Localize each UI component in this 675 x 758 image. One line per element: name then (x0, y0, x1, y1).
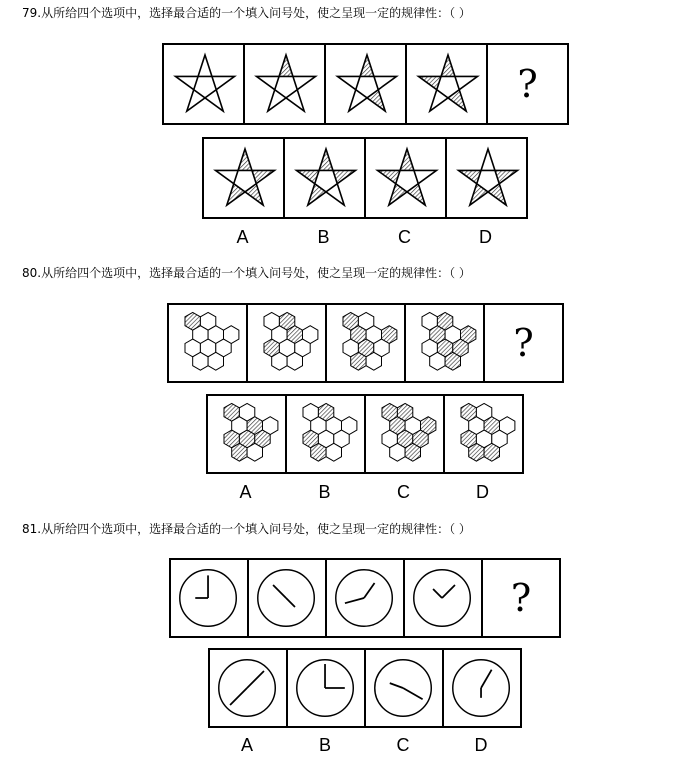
star-figure (327, 45, 405, 123)
option-b-figure[interactable] (285, 394, 366, 474)
hex-figure (169, 304, 246, 382)
option-b-figure[interactable] (283, 137, 366, 219)
clock-figure (405, 559, 481, 637)
question-mark: ? (517, 62, 538, 106)
hexagon (430, 352, 445, 370)
option-d-label[interactable]: D (479, 227, 492, 247)
question-81-option-labels (208, 735, 520, 756)
option-b-figure[interactable] (286, 648, 366, 728)
hex-figure (406, 304, 483, 382)
question-80-option-labels (206, 482, 522, 503)
option-d-figure[interactable] (445, 137, 528, 219)
option-a-figure[interactable] (202, 137, 285, 219)
question-80-sequence (167, 303, 564, 383)
sequence-cell-3 (324, 43, 407, 125)
question-79-sequence (162, 43, 569, 125)
question-mark-cell (481, 558, 561, 638)
star-figure (165, 45, 243, 123)
option-d-label[interactable]: D (474, 735, 488, 755)
hexagon (272, 352, 287, 370)
hexagon-shaded (351, 352, 366, 370)
option-d-figure[interactable] (443, 394, 524, 474)
star-figure (246, 45, 324, 123)
hex-figure (327, 304, 404, 382)
hexagon-shaded (484, 443, 499, 461)
hexagon (390, 443, 405, 461)
hexagon (366, 352, 381, 370)
question-79-option-labels (202, 227, 526, 248)
option-a-label[interactable]: A (240, 735, 253, 755)
star-point (481, 149, 495, 170)
star-figure (205, 139, 283, 217)
hex-figure (445, 395, 522, 473)
sequence-cell-2 (246, 303, 327, 383)
hex-figure (366, 395, 443, 473)
option-a-figure[interactable] (206, 394, 287, 474)
hexagon-shaded (469, 443, 484, 461)
option-c-label[interactable]: C (398, 227, 411, 247)
sequence-cell-4 (405, 43, 488, 125)
question-81-title: 81.从所给四个选项中，选择最合适的一个填入问号处，使之呈现一定的规律性：（ ） (22, 522, 471, 536)
star-point-shaded (400, 149, 414, 170)
option-b-label[interactable]: B (318, 735, 331, 755)
hex-figure (287, 395, 364, 473)
sequence-cell-4 (403, 558, 483, 638)
sequence-cell-4 (404, 303, 485, 383)
hexagon (208, 352, 223, 370)
question-mark-cell (486, 43, 569, 125)
option-c-figure[interactable] (364, 137, 447, 219)
question-80-title: 80.从所给四个选项中，选择最合适的一个填入问号处，使之呈现一定的规律性：（ ） (22, 266, 471, 280)
sequence-cell-3 (325, 303, 406, 383)
clock-figure (444, 649, 520, 727)
clock-figure (210, 649, 286, 727)
question-80-options (206, 394, 524, 474)
star-point-shaded (441, 55, 455, 76)
clock-figure (171, 559, 247, 637)
star-point-shaded (279, 55, 293, 76)
option-c-figure[interactable] (364, 648, 444, 728)
star-point-shaded (360, 55, 374, 76)
star-point-shaded (319, 149, 333, 170)
star-figure (408, 45, 486, 123)
option-a-label[interactable]: A (236, 227, 249, 247)
sequence-cell-1 (162, 43, 245, 125)
question-81-options (208, 648, 522, 728)
option-d-label[interactable]: D (476, 482, 489, 502)
clock-figure (366, 649, 442, 727)
hexagon-shaded (445, 352, 460, 370)
hexagon (326, 443, 341, 461)
hexagon (287, 352, 302, 370)
sequence-cell-2 (243, 43, 326, 125)
option-a-figure[interactable] (208, 648, 288, 728)
hex-figure (248, 304, 325, 382)
option-c-figure[interactable] (364, 394, 445, 474)
option-c-label[interactable]: C (397, 482, 410, 502)
option-b-label[interactable]: B (318, 482, 331, 502)
option-d-figure[interactable] (442, 648, 522, 728)
hexagon-shaded (232, 443, 247, 461)
clock-figure (327, 559, 403, 637)
sequence-cell-1 (169, 558, 249, 638)
hex-figure (208, 395, 285, 473)
question-mark: ? (510, 576, 532, 620)
star-point-shaded (238, 149, 252, 170)
hexagon (247, 443, 262, 461)
question-79-title: 79.从所给四个选项中，选择最合适的一个填入问号处，使之呈现一定的规律性：（ ） (22, 6, 471, 20)
option-b-label[interactable]: B (317, 227, 330, 247)
sequence-cell-1 (167, 303, 248, 383)
option-c-label[interactable]: C (396, 735, 410, 755)
sequence-cell-2 (247, 558, 327, 638)
star-point (198, 55, 212, 76)
question-mark: ? (513, 321, 534, 365)
star-figure (367, 139, 445, 217)
clock-figure (288, 649, 364, 727)
star-figure (448, 139, 526, 217)
star-outline (175, 55, 234, 111)
star-outline (458, 149, 517, 205)
clock-figure (249, 559, 325, 637)
hexagon-shaded (311, 443, 326, 461)
question-81-sequence (169, 558, 561, 638)
hexagon (193, 352, 208, 370)
star-figure (286, 139, 364, 217)
question-79-options (202, 137, 528, 219)
hexagon-shaded (405, 443, 420, 461)
question-mark-cell (483, 303, 564, 383)
option-a-label[interactable]: A (239, 482, 252, 502)
sequence-cell-3 (325, 558, 405, 638)
